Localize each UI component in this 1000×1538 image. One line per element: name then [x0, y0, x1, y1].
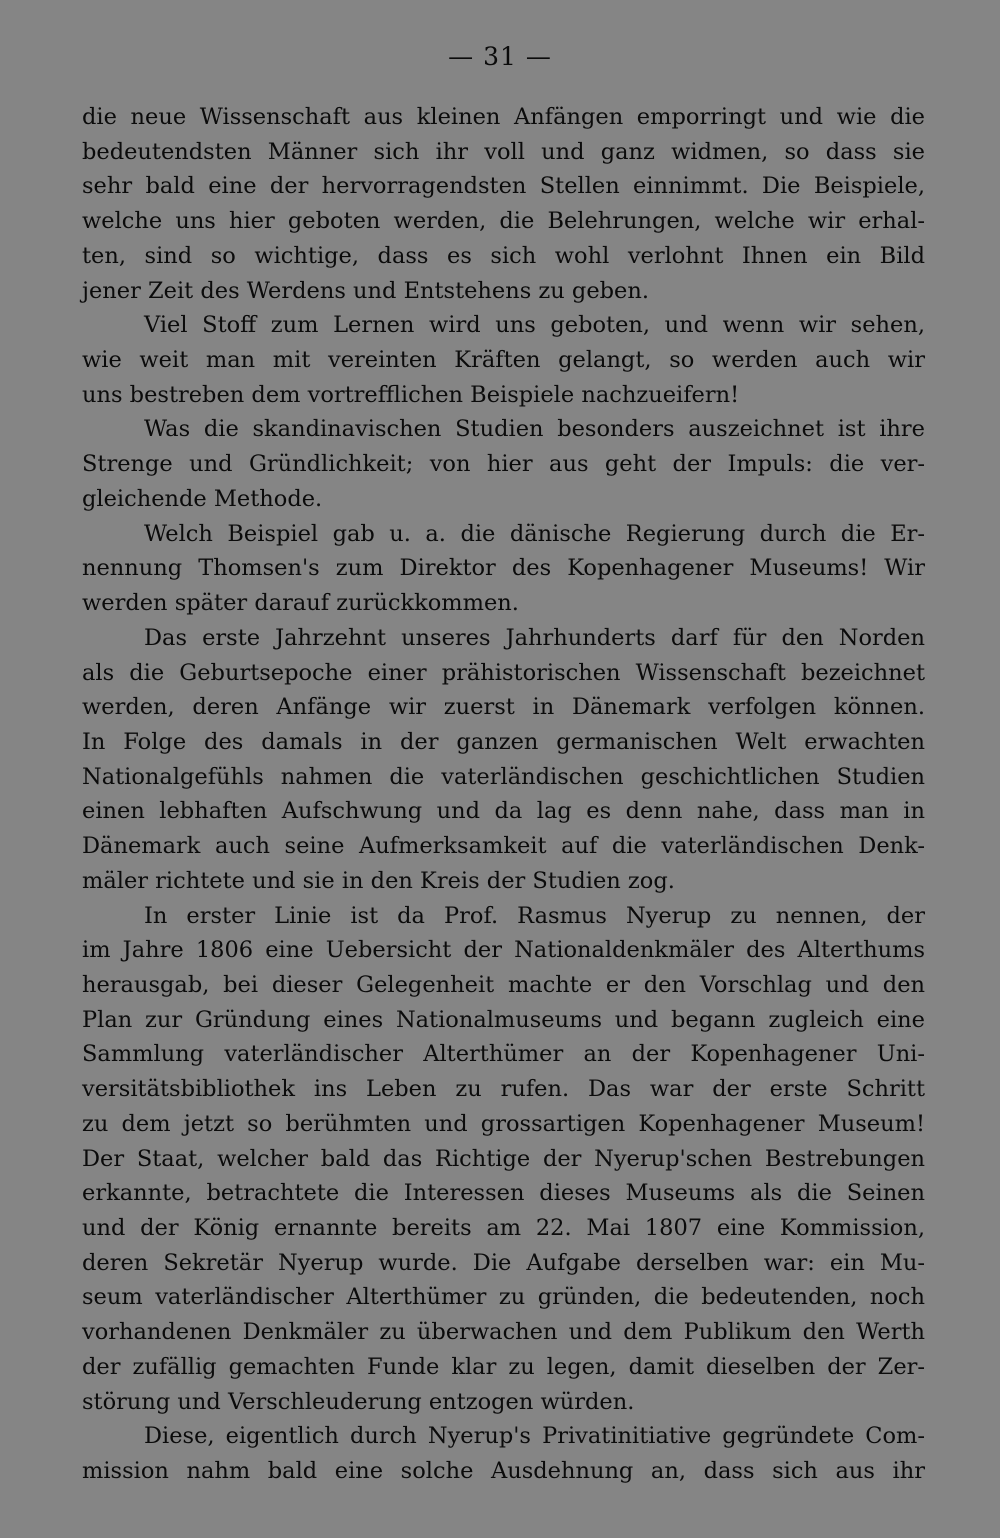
text-line: werden, deren Anfänge wir zuerst in Dänemark verfolgen können.	[82, 694, 925, 721]
text-line: einen lebhaften Aufschwung und da lag es denn nahe, dass man in	[82, 798, 925, 825]
text-line: wie weit man mit vereinten Kräften gelangt, so werden auch wir	[82, 347, 925, 374]
text-line: gleichende Methode.	[82, 485, 323, 512]
text-line: Diese, eigentlich durch Nyerup's Privatinitiative gegründete Com-	[144, 1423, 925, 1450]
text-line: vorhandenen Denkmäler zu überwachen und dem Publikum den Werth	[82, 1319, 925, 1346]
text-line: In erster Linie ist da Prof. Rasmus Nyerup zu nennen, der	[144, 902, 925, 929]
text-line: mission nahm bald eine solche Ausdehnung an, dass sich aus ihr	[82, 1458, 925, 1485]
text-line: versitätsbibliothek ins Leben zu rufen. Das war der erste Schritt	[82, 1076, 925, 1103]
text-line: Dänemark auch seine Aufmerksamkeit auf die vaterländischen Denk-	[82, 833, 925, 860]
text-line: Plan zur Gründung eines Nationalmuseums und begann zugleich eine	[82, 1006, 925, 1033]
text-line: störung und Verschleuderung entzogen würden.	[82, 1388, 635, 1415]
text-line: Der Staat, welcher bald das Richtige der Nyerup'schen Bestrebungen	[82, 1145, 925, 1172]
text-line: welche uns hier geboten werden, die Belehrungen, welche wir erhal-	[82, 208, 925, 235]
text-line: die neue Wissenschaft aus kleinen Anfängen emporringt und wie die	[82, 104, 925, 130]
text-line: In Folge des damals in der ganzen germanischen Welt erwachten	[82, 728, 925, 755]
text-line: der zufällig gemachten Funde klar zu legen, damit dieselben der Zer-	[82, 1353, 925, 1380]
text-line: bedeutendsten Männer sich ihr voll und ganz widmen, so dass sie	[82, 138, 925, 165]
text-line: deren Sekretär Nyerup wurde. Die Aufgabe derselben war: ein Mu-	[82, 1249, 925, 1276]
text-line: seum vaterländischer Alterthümer zu gründen, die bedeutenden, noch	[82, 1284, 925, 1311]
text-line: uns bestreben dem vortrefflichen Beispiele nachzueifern!	[82, 381, 740, 408]
text-line: Das erste Jahrzehnt unseres Jahrhunderts darf für den Norden	[144, 624, 925, 651]
text-line: Nationalgefühls nahmen die vaterländischen geschichtlichen Studien	[82, 763, 925, 790]
text-line: und der König ernannte bereits am 22. Mai 1807 eine Kommission,	[82, 1215, 925, 1241]
text-line: Viel Stoff zum Lernen wird uns geboten, und wenn wir sehen,	[144, 312, 925, 339]
text-line: Was die skandinavischen Studien besonders auszeichnet ist ihre	[144, 416, 925, 443]
text-line: im Jahre 1806 eine Uebersicht der Nationaldenkmäler des Alterthums	[82, 937, 925, 964]
text-line: mäler richtete und sie in den Kreis der Studien zog.	[82, 867, 675, 894]
text-line: werden später darauf zurückkommen.	[82, 590, 519, 617]
text-line: als die Geburtsepoche einer prähistorischen Wissenschaft bezeichnet	[82, 659, 925, 686]
text-line: herausgab, bei dieser Gelegenheit machte er den Vorschlag und den	[82, 971, 925, 998]
text-line: Sammlung vaterländischer Alterthümer an der Kopenhagener Uni-	[82, 1041, 925, 1068]
text-line: jener Zeit des Werdens und Entstehens zu geben.	[82, 277, 650, 304]
text-line: nennung Thomsen's zum Direktor des Kopenhagener Museums! Wir	[82, 555, 925, 582]
page-number: — 31 —	[448, 42, 552, 71]
text-line: ten, sind so wichtige, dass es sich wohl verlohnt Ihnen ein Bild	[82, 242, 925, 269]
text-line: sehr bald eine der hervorragendsten Stellen einnimmt. Die Beispiele,	[82, 173, 925, 200]
text-line: Strenge und Gründlichkeit; von hier aus geht der Impuls: die ver-	[82, 451, 925, 478]
text-line: erkannte, betrachtete die Interessen dieses Museums als die Seinen	[82, 1180, 925, 1207]
text-line: zu dem jetzt so berühmten und grossartigen Kopenhagener Museum!	[82, 1110, 925, 1137]
text-line: Welch Beispiel gab u. a. die dänische Regierung durch die Er-	[144, 520, 925, 547]
body-text	[82, 100, 925, 1489]
